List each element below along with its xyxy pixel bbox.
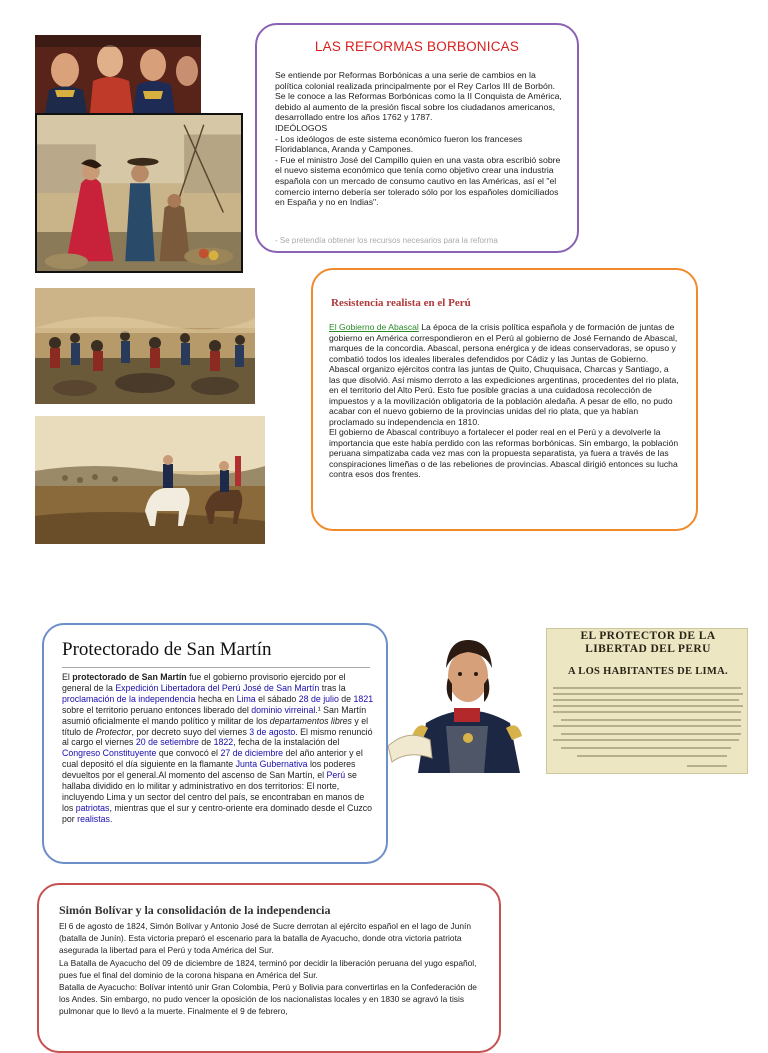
resistencia-paragraph: Abascal organizo ejércitos contra las juntas de Quito, Chuquisaca, Charcas y Santiago, a las que disolvió. Así mismo derroto a las expediciones argentinas, procedentes del rio plata, en el territorio del Alto Perú. Esto fue posible gracias a una cuidadosa recolección de impuestos y a la movilización obligatoria de la población aledaña. A pesar de ello, no pudo acabar con el nuevo gobierno de la provincias unidas del rio plata, que ya habían proclamado su independencia en 1810. (329, 364, 679, 427)
resistencia-paragraph (329, 322, 681, 364)
jose-de-san-martin-link[interactable]: José de San Martín (242, 682, 320, 693)
patriotas-link[interactable]: patriotas (75, 802, 110, 813)
lima-link[interactable]: Lima (236, 693, 256, 704)
bold-term: protectorado de San Martín (72, 672, 187, 682)
text: .¹ San Martín asumió oficialmente el mando político y militar de los (62, 704, 367, 726)
reformas-paragraph: - Los ideólogos de este sistema económico fueron los franceses Floridablanca, Aranda y Campones. (275, 133, 523, 155)
resistencia-realista-box (311, 268, 698, 531)
text: . (109, 813, 113, 824)
resistencia-title: Resistencia realista en el Perú (331, 297, 471, 309)
text: que convocó el (156, 748, 221, 759)
expedicion-libertadora-link[interactable]: Expedición Libertadora del Perú (115, 682, 241, 693)
text: , mientras que el sur y centro-oriente era dominado desde el Cuzco por (62, 802, 373, 824)
italic-term: Protector (95, 726, 132, 737)
text: de (338, 693, 354, 704)
bolivar-body (59, 920, 489, 1018)
proclamation-document (546, 628, 748, 774)
protectorado-title: Protectorado de San Martín (62, 639, 272, 660)
proclamation-title: EL PROTECTOR DE LA LIBERTAD DEL PERU (580, 630, 716, 655)
28-de-julio-link[interactable]: 28 de julio (298, 693, 339, 704)
text: , fecha de la instalación del (233, 737, 340, 748)
1822-link[interactable]: 1822 (213, 737, 234, 748)
resistencia-paragraph: El gobierno de Abascal contribuyo a fortalecer el poder real en el Perú y a devolverle la importancia que este había perdido con las reformas borbónicas. Sin embargo, la población peruana simpatizaba cada vez mas con la propuesta separatista, ya fuera a través de las conspiraciones limeñas o de las rebeliones de provincias. Abascal dirigió entonces su lucha contra esos dos frentes. (329, 427, 679, 479)
text: se hallaba dividido en lo militar y administrativo en dos territorios: El norte, incluyendo Lima y un sector del centro del país, se encontraban en manos de los (62, 770, 365, 813)
bolivar-title: Simón Bolívar y la consolidación de la independencia (59, 903, 331, 917)
proclamation-subtitle: A LOS HABITANTES DE LIMA. (568, 666, 728, 677)
italic-term: departamentos libres (269, 715, 352, 726)
resistencia-body (329, 322, 681, 480)
27-de-diciembre-link[interactable]: 27 de diciembre (220, 748, 284, 759)
peru-link[interactable]: Perú (326, 770, 346, 781)
text: el sábado (255, 693, 299, 704)
san-martin-portrait-image (388, 628, 545, 773)
text: fue el gobierno provisorio ejercido por el general de la (62, 672, 346, 693)
gobierno-abascal-link[interactable]: El Gobierno de Abascal (329, 322, 419, 332)
junta-gubernativa-link[interactable]: Junta Gubernativa (235, 759, 308, 770)
reformas-body (275, 70, 563, 208)
protectorado-paragraph (62, 672, 374, 825)
text: El (62, 672, 73, 682)
reformas-paragraph: Se entiende por Reformas Borbónicas a una serie de cambios en la política colonial realizada principalmente por el Rey Carlos III de Borbón. (275, 70, 556, 91)
portrait-group-image (35, 35, 201, 113)
20-de-setiembre-link[interactable]: 20 de setiembre (135, 737, 199, 748)
bolivar-box (37, 883, 501, 1053)
text: los poderes devueltos por el general.Al momento del ascenso de San Martín, el (62, 759, 356, 781)
resistencia-text: La época de la crisis política española y de formación de juntas de gobierno en América correspondieron en el Perú al gobierno de José Fernando de Abascal, marques de la concordia. Abascal, persona enérgica y de ideas conservadoras, se opuso y combatió todos los ideales liberales defendidos por Cádiz y las Juntas de Gobierno. (329, 322, 678, 364)
reformas-paragraph: Se le conoce a las Reformas Borbónicas como la II Conquista de América, debido al aumento de la presión fiscal sobre los ciudadanos americanos, desarrollado entre los años 1762 y 1787. (275, 91, 562, 123)
text: tras la (319, 682, 346, 693)
text: y el título de (62, 715, 369, 737)
dominio-virreinal-link[interactable]: dominio virreinal (251, 704, 316, 715)
battle-scene-image (35, 288, 255, 404)
text: sobre el territorio peruano entonces liberado del (62, 704, 252, 715)
reformas-paragraph: - Fue el ministro José del Campillo quien en una vasta obra escribió sobre el nuevo sistema económico que tenía como objetivo crear una industria española con un mercado de consumo cautivo en las Américas, así el "el comercio interno debería ser tolerado sólo por los españoles domiciliados en España y no en Indias". (275, 154, 561, 208)
reformas-title: LAS REFORMAS BORBONICAS (314, 39, 520, 54)
protectorado-body (62, 672, 374, 825)
text: hecha en (195, 693, 237, 704)
bolivar-paragraph: Batalla de Ayacucho: Bolívar intentó unir Gran Colombia, Perú y Bolivia para convertirlas en la Confederación de los Andes. Sin embargo, no pudo vencer la oposición de los nacionalistas locales y en 1830 se agravó la tisis pulmonar que lo llevó a la muerte. Finalmente el 9 de febrero, (59, 982, 477, 1017)
text: del año anterior y el cual depositó el día siguiente en la flamante (62, 748, 363, 770)
cavalry-landscape-image (35, 416, 265, 544)
bolivar-paragraph: El 6 de agosto de 1824, Simón Bolívar y Antonio José de Sucre derrotan al ejército español en el lago de Junín (batalla de Junín). Esta victoria preparó el escenario para la batalla de Ayacucho, donde otra victoria patriota asegurada la libertad para el Perú y toda América del Sur. (59, 921, 472, 956)
colonial-market-image (35, 113, 243, 273)
3-de-agosto-link[interactable]: 3 de agosto (249, 726, 296, 737)
title-divider (62, 667, 370, 668)
reformas-heading-ideologos: IDEÓLOGOS (275, 122, 328, 133)
protectorado-box (42, 623, 388, 864)
reformas-borbonicas-box (255, 23, 579, 253)
text: . El mismo renunció al cargo el viernes (62, 726, 373, 748)
proclamacion-link[interactable]: proclamación de la independencia (62, 693, 196, 704)
realistas-link[interactable]: realistas (77, 813, 110, 824)
bolivar-paragraph: La Batalla de Ayacucho del 09 de diciembre de 1824, terminó por decidir la liberación peruana del yugo español, pues fue el final del dominio de la corona hispana en América del Sur. (59, 957, 477, 980)
text: de (198, 737, 214, 748)
reformas-cut-off-line: - Se pretendía obtener los recursos necesarios para la reforma (275, 236, 498, 244)
text: , por decreto suyo del viernes (131, 726, 250, 737)
1821-link[interactable]: 1821 (353, 693, 374, 704)
congreso-constituyente-link[interactable]: Congreso Constituyente (62, 748, 157, 759)
